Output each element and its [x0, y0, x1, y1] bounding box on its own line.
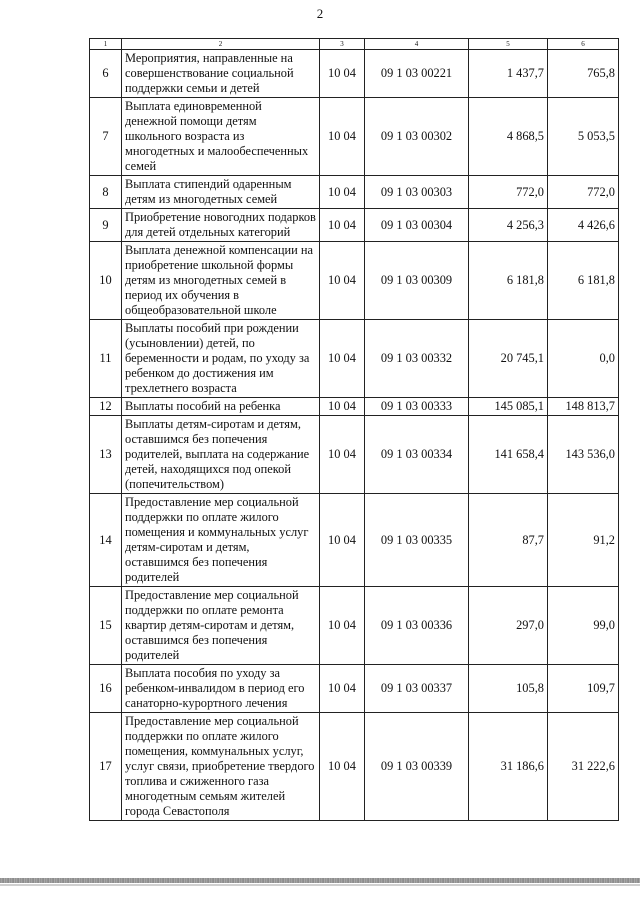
table-row [90, 209, 619, 242]
budget-table [89, 38, 619, 821]
expense-name: Выплата единовременной денежной помощи детям школьного возраста из многодетных и малообеспеченных семей [122, 98, 320, 176]
target-code: 09 1 03 00221 [365, 50, 469, 98]
amount-col6: 772,0 [548, 176, 619, 209]
column-header: 5 [469, 39, 548, 50]
amount-col6: 6 181,8 [548, 242, 619, 320]
section-code: 10 04 [320, 494, 365, 587]
expense-name: Выплаты пособий на ребенка [122, 398, 320, 416]
amount-col6: 765,8 [548, 50, 619, 98]
expense-name: Выплата денежной компенсации на приобретение школьной формы детям из многодетных семей в период их обучения в общеобразовательной школе [122, 242, 320, 320]
row-number: 10 [90, 242, 122, 320]
amount-col6: 5 053,5 [548, 98, 619, 176]
expense-name: Приобретение новогодних подарков для детей отдельных категорий [122, 209, 320, 242]
target-code: 09 1 03 00302 [365, 98, 469, 176]
page-number: 2 [316, 6, 324, 21]
amount-col5: 4 868,5 [469, 98, 548, 176]
target-code: 09 1 03 00303 [365, 176, 469, 209]
target-code: 09 1 03 00336 [365, 587, 469, 665]
table-row [90, 416, 619, 494]
amount-col6: 109,7 [548, 665, 619, 713]
column-header: 1 [90, 39, 122, 50]
amount-col5: 6 181,8 [469, 242, 548, 320]
expense-name: Предоставление мер социальной поддержки по оплате жилого помещения, коммунальных услуг, услуг связи, приобретение твердого топлива и сжиженного газа многодетным семьям жителей города Севастополя [122, 713, 320, 821]
row-number: 11 [90, 320, 122, 398]
scan-noise-strip [0, 878, 640, 883]
table-row [90, 587, 619, 665]
table-row [90, 50, 619, 98]
expense-name: Выплаты детям-сиротам и детям, оставшимся без попечения родителей, выплата на содержание детей, находящихся под опекой (попечительством) [122, 416, 320, 494]
section-code: 10 04 [320, 398, 365, 416]
target-code: 09 1 03 00335 [365, 494, 469, 587]
expense-name: Выплата пособия по уходу за ребенком-инвалидом в период его санаторно-курортного лечения [122, 665, 320, 713]
row-number: 16 [90, 665, 122, 713]
section-code: 10 04 [320, 209, 365, 242]
section-code: 10 04 [320, 242, 365, 320]
section-code: 10 04 [320, 665, 365, 713]
amount-col5: 145 085,1 [469, 398, 548, 416]
target-code: 09 1 03 00333 [365, 398, 469, 416]
amount-col5: 4 256,3 [469, 209, 548, 242]
row-number: 9 [90, 209, 122, 242]
amount-col5: 297,0 [469, 587, 548, 665]
target-code: 09 1 03 00339 [365, 713, 469, 821]
expense-name: Предоставление мер социальной поддержки по оплате ремонта квартир детям-сиротам и детям, оставшимся без попечения родителей [122, 587, 320, 665]
amount-col6: 0,0 [548, 320, 619, 398]
amount-col5: 772,0 [469, 176, 548, 209]
row-number: 17 [90, 713, 122, 821]
target-code: 09 1 03 00334 [365, 416, 469, 494]
table-row [90, 665, 619, 713]
amount-col6: 148 813,7 [548, 398, 619, 416]
amount-col6: 91,2 [548, 494, 619, 587]
table-row [90, 320, 619, 398]
amount-col6: 31 222,6 [548, 713, 619, 821]
table-header-row [90, 39, 619, 50]
row-number: 13 [90, 416, 122, 494]
amount-col5: 31 186,6 [469, 713, 548, 821]
expense-name: Мероприятия, направленные на совершенствование социальной поддержки семьи и детей [122, 50, 320, 98]
column-header: 2 [122, 39, 320, 50]
section-code: 10 04 [320, 98, 365, 176]
row-number: 7 [90, 98, 122, 176]
expense-name: Выплаты пособий при рождении (усыновлении) детей, по беременности и родам, по уходу за ребенком до достижения им трехлетнего возраста [122, 320, 320, 398]
row-number: 12 [90, 398, 122, 416]
table-row [90, 398, 619, 416]
target-code: 09 1 03 00332 [365, 320, 469, 398]
amount-col5: 141 658,4 [469, 416, 548, 494]
row-number: 6 [90, 50, 122, 98]
amount-col6: 143 536,0 [548, 416, 619, 494]
section-code: 10 04 [320, 320, 365, 398]
target-code: 09 1 03 00304 [365, 209, 469, 242]
amount-col5: 20 745,1 [469, 320, 548, 398]
target-code: 09 1 03 00337 [365, 665, 469, 713]
amount-col5: 87,7 [469, 494, 548, 587]
amount-col6: 4 426,6 [548, 209, 619, 242]
section-code: 10 04 [320, 587, 365, 665]
row-number: 14 [90, 494, 122, 587]
section-code: 10 04 [320, 50, 365, 98]
table-row [90, 713, 619, 821]
amount-col5: 1 437,7 [469, 50, 548, 98]
expense-name: Предоставление мер социальной поддержки по оплате жилого помещения и коммунальных услуг детям-сиротам и детям, оставшимся без попечения родителей [122, 494, 320, 587]
section-code: 10 04 [320, 176, 365, 209]
amount-col5: 105,8 [469, 665, 548, 713]
table-row [90, 494, 619, 587]
column-header: 6 [548, 39, 619, 50]
target-code: 09 1 03 00309 [365, 242, 469, 320]
column-header: 3 [320, 39, 365, 50]
section-code: 10 04 [320, 416, 365, 494]
column-header: 4 [365, 39, 469, 50]
scan-noise-line [0, 884, 640, 886]
table-row [90, 242, 619, 320]
amount-col6: 99,0 [548, 587, 619, 665]
expense-name: Выплата стипендий одаренным детям из многодетных семей [122, 176, 320, 209]
row-number: 8 [90, 176, 122, 209]
section-code: 10 04 [320, 713, 365, 821]
row-number: 15 [90, 587, 122, 665]
table-row [90, 98, 619, 176]
table-row [90, 176, 619, 209]
